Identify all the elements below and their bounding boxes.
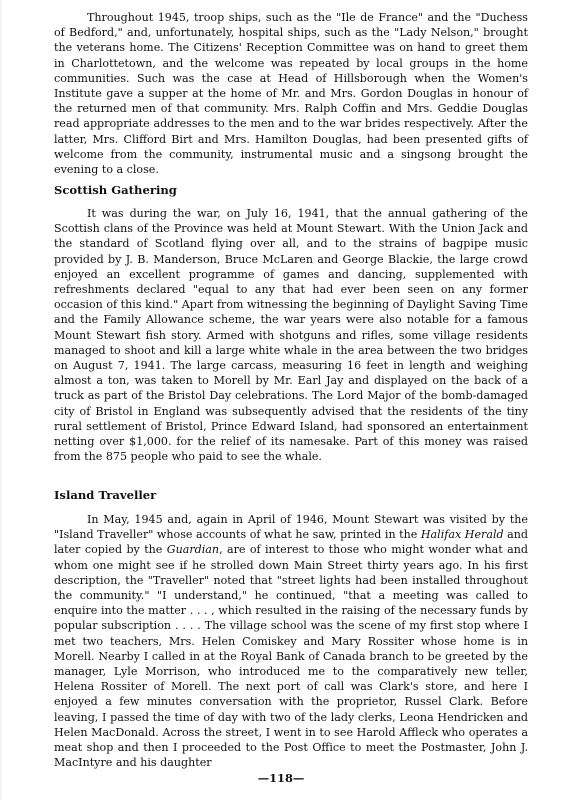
paragraph-text: It was during the war, on July 16, 1941, that the annual gathering of the Scottish clans of the Province was held at Mount Stewart. With the Union Jack and the standard of Scotland flying over all, and to the strains of bagpipe music provided by J. B. Manderson, Bruce McLaren and George Blackie, the large crowd enjoyed an excellent programme of games and dancing, supplemented with refreshments declared "equal to any that had ever been seen on any former occasion of this kind." Apart from witnessing the beginning of Daylight Saving Time and the Family Allowance scheme, the war years were also notable for a famous Mount Stewart fish story. Armed with shotguns and rifles, some village residents managed to shoot and kill a large white whale in the area between the two bridges on August 7, 1941. The large carcass, measuring 16 feet in length and weighing almost a ton, was taken to Morell by Mr. Earl Jay and displayed on the back of a truck as part of the Bristol Day celebrations. The Lord Major of the bomb-damaged city of Bristol in England was subsequently advised that the residents of the tiny rural settlement of Bristol, Prince Edward Island, had sponsored an entertainment netting over $1,000. for the relief of its namesake. Part of this money was raised from the 875 people who paid to see the whale. <box>54 207 528 464</box>
paragraph-scottish-gathering <box>54 206 528 464</box>
paragraph-text-part: and later copied by the <box>54 528 529 557</box>
scan-edge-shading <box>0 0 2 800</box>
paragraph-text-part: In May, 1945 and, again in April of 1946, Mount Stewart was visited by the "Island Traveller" whose accounts of what he saw, printed in the <box>54 513 528 542</box>
paragraph-text: Throughout 1945, troop ships, such as the "Ile de France" and the "Duchess of Bedford," and, unfortunately, hospital ships, such as the "Lady Nelson," brought the veterans home. The Citizens' Reception Committee was on hand to greet them in Charlottetown, and the welcome was repeated by local groups in the home communities. Such was the case at Head of Hillsborough when the Women's Institute gave a supper at the home of Mr. and Mrs. Gordon Douglas in honour of the returned men of that community. Mrs. Ralph Coffin and Mrs. Geddie Douglas read appropriate addresses to the men and to the war brides respectively. After the latter, Mrs. Clifford Birt and Mrs. Hamilton Douglas, had been presented gifts of welcome from the community, instrumental music and a singsong brought the evening to a close. <box>54 11 528 177</box>
section-heading-scottish-gathering: Scottish Gathering <box>54 183 177 197</box>
page-number: —118— <box>257 771 305 785</box>
newspaper-title-guardian: Guardian <box>166 543 220 557</box>
paragraph-text <box>54 512 528 770</box>
paragraph-island-traveller <box>54 512 528 770</box>
paragraph-text-part: , are of interest to those who might wonder what and whom one might see if he strolled down Main Street thirty years ago. In his first description, the "Traveller" noted that "street lights had been installed throughout the community." "I understand," he continued, "that a meeting was called to enquire into the matter . . . , which resulted in the raising of the necessary funds by popular subscription . . . . The village school was the scene of my first stop where I met two teachers, Mrs. Helen Comiskey and Mary Rossiter whose home is in Morell. Nearby I called in at the Royal Bank of Canada branch to be greeted by the manager, Lyle Morrison, who introduced me to the comparatively new teller, Helena Rossiter of Morell. The next port of call was Clark's store, and here I enjoyed a few minutes conversation with the proprietor, Russel Clark. Before leaving, I passed the time of day with two of the lady clerks, Leona Hendricken and Helen MacDonald. Across the street, I went in to see Harold Affleck who operates a meat shop and then I proceeded to the Post Office to meet the Postmaster, John J. MacIntyre and his daughter <box>54 543 528 770</box>
section-heading-island-traveller: Island Traveller <box>54 488 157 502</box>
newspaper-title-halifax-herald: Halifax Herald <box>420 528 504 542</box>
paragraph-veterans-return <box>54 10 528 177</box>
